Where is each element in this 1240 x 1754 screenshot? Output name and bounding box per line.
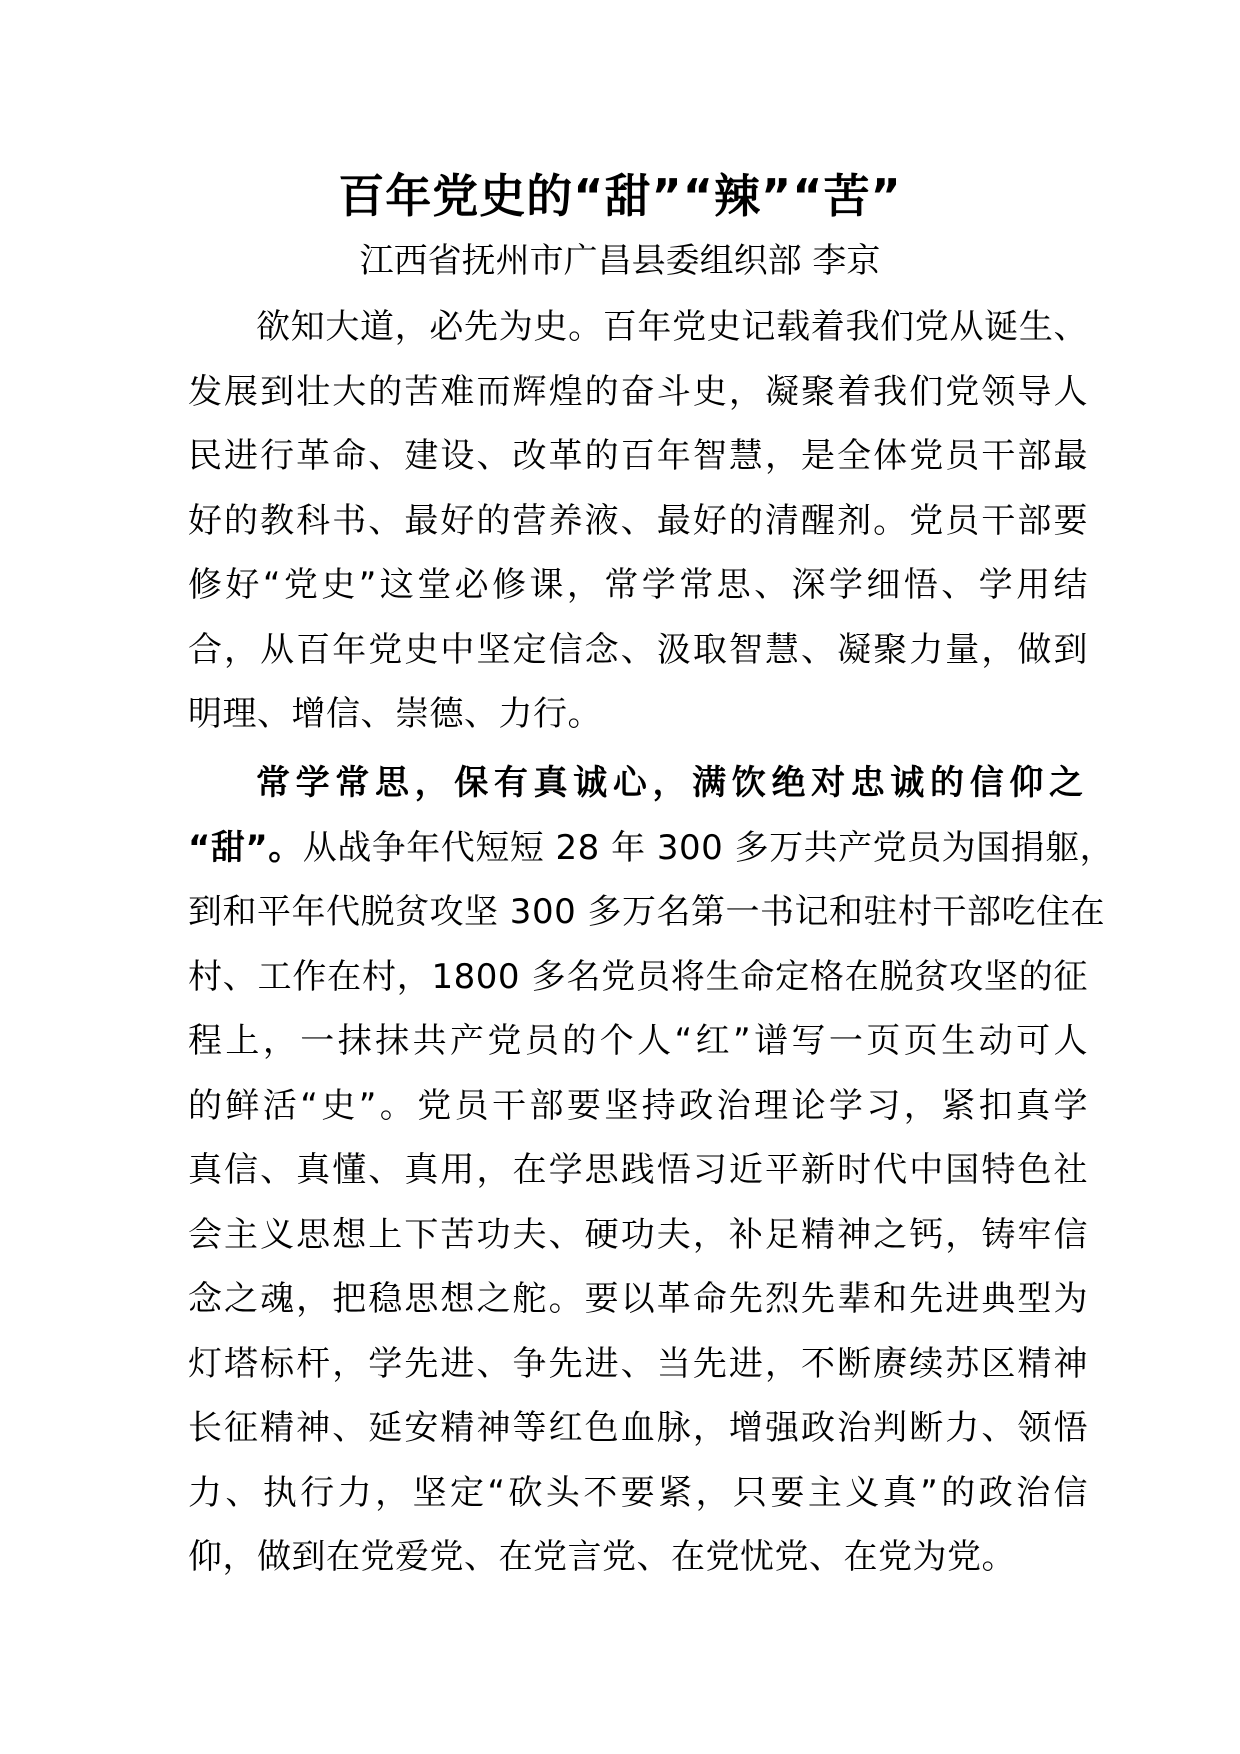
paragraph-line: 到和平年代脱贫攻坚 300 多万名第一书记和驻村干部吃住在 bbox=[188, 892, 1106, 932]
section-heading-line: 常学常思，保有真诚心，满饮绝对忠诚的信仰之 bbox=[256, 763, 1088, 803]
paragraph-line: 民进行革命、建设、改革的百年智慧，是全体党员干部最 bbox=[188, 436, 1088, 476]
paragraph-line: 欲知大道，必先为史。百年党史记载着我们党从诞生、 bbox=[256, 307, 1088, 347]
section-heading-keyword: “甜”。 bbox=[188, 827, 303, 868]
paragraph-line: 的鲜活“史”。党员干部要坚持政治理论学习，紧扣真学 bbox=[188, 1085, 1088, 1126]
paragraph-line: 明理、增信、崇德、力行。 bbox=[188, 694, 602, 734]
paragraph-line: 念之魂，把稳思想之舵。要以革命先烈先辈和先进典型为 bbox=[188, 1279, 1088, 1319]
author-byline: 江西省抚州市广昌县委组织部 李京 bbox=[359, 241, 881, 281]
paragraph-line: 村、工作在村，1800 多名党员将生命定格在脱贫攻坚的征 bbox=[188, 956, 1088, 997]
paragraph-line: 会主义思想上下苦功夫、硬功夫，补足精神之钙，铸牢信 bbox=[188, 1214, 1088, 1255]
paragraph-line: 灯塔标杆，学先进、争先进、当先进，不断赓续苏区精神 bbox=[188, 1343, 1088, 1384]
paragraph-sweet bbox=[188, 751, 1115, 1590]
paragraph-line: 长征精神、延安精神等红色血脉，增强政治判断力、领悟 bbox=[188, 1408, 1088, 1448]
paragraph-line: 程上，一抹抹共产党员的个人“红”谱写一页页生动可人 bbox=[188, 1021, 1088, 1061]
paragraph-line: 发展到壮大的苦难而辉煌的奋斗史，凝聚着我们党领导人 bbox=[188, 371, 1088, 412]
paragraph-line-mixed bbox=[188, 816, 1115, 881]
paragraph-intro bbox=[188, 295, 1088, 747]
paragraph-line: 合，从百年党史中坚定信念、汲取智慧、凝聚力量，做到 bbox=[188, 629, 1088, 670]
paragraph-line: 真信、真懂、真用，在学思践悟习近平新时代中国特色社 bbox=[188, 1150, 1088, 1190]
paragraph-line-rest: 从战争年代短短 28 年 300 多万共产党员为国捐躯， bbox=[302, 827, 1115, 868]
paragraph-line: 好的教科书、最好的营养液、最好的清醒剂。党员干部要 bbox=[188, 500, 1088, 541]
paragraph-line: 仰，做到在党爱党、在党言党、在党忧党、在党为党。 bbox=[188, 1537, 1016, 1577]
paragraph-line: 修好“党史”这堂必修课，常学常思、深学细悟、学用结 bbox=[188, 565, 1088, 605]
document-title: 百年党史的“甜”“辣”“苦” bbox=[338, 169, 902, 223]
paragraph-line: 力、执行力，坚定“砍头不要紧，只要主义真”的政治信 bbox=[188, 1472, 1088, 1513]
